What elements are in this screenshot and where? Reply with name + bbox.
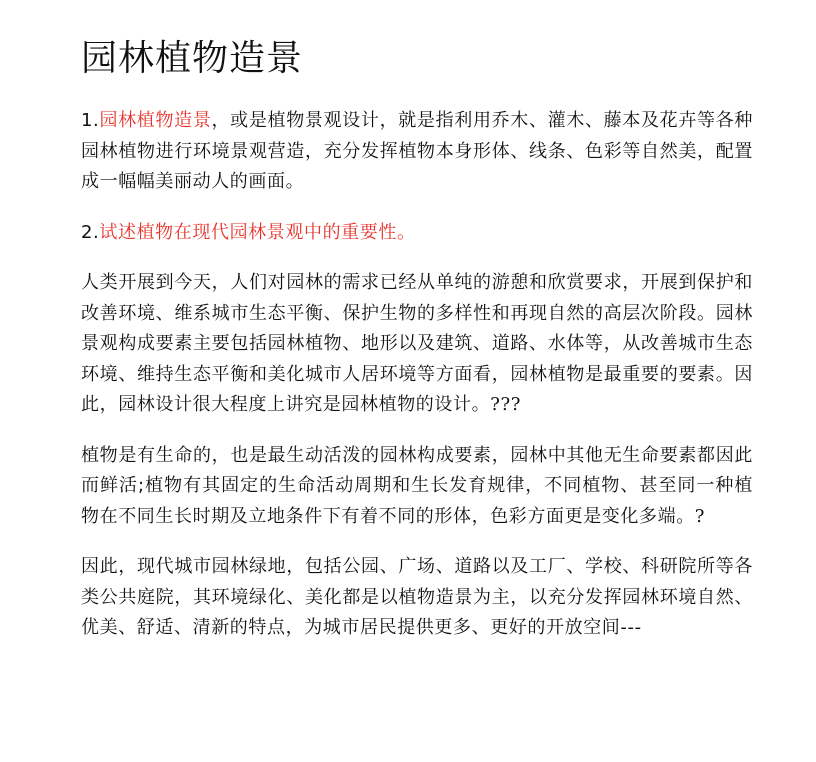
section-number: 1. bbox=[81, 110, 100, 131]
highlight-question: 试述植物在现代园林景观中的重要性。 bbox=[99, 221, 416, 243]
question-heading bbox=[81, 218, 753, 249]
paragraph-text: 因此，现代城市园林绿地，包括公园、广场、道路以及工厂、学校、科研院所等各类公共庭院，其环境绿化、美化都是以植物造景为主，以充分发挥园林环境自然、优美、舒适、清新的特点，为城市居民提供更多、更好的开放空间--- bbox=[81, 556, 753, 638]
paragraph-tail: ? bbox=[694, 505, 706, 527]
document-page bbox=[81, 0, 753, 644]
paragraph-text: 人类开展到今天，人们对园林的需求已经从单纯的游憩和欣赏要求，开展到保护和改善环境、维系城市生态平衡、保护生物的多样性和再现自然的高层次阶段。园林景观构成要素主要包括园林植物、地形以及建筑、道路、水体等，从改善城市生态环境、维持生态平衡和美化城市人居环境等方面看，园林植物是最重要的要素。因此，园林设计很大程度上讲究是园林植物的设计。 bbox=[81, 272, 753, 415]
paragraph-tail: ??? bbox=[490, 394, 521, 415]
page-title: 园林植物造景 bbox=[81, 38, 304, 79]
section-number: 2. bbox=[81, 221, 100, 243]
body-paragraph bbox=[81, 268, 753, 421]
body-paragraph bbox=[81, 441, 753, 533]
highlight-term: 园林植物造景 bbox=[99, 110, 212, 131]
paragraph-text: 植物是有生命的，也是最生动活泼的园林构成要素，园林中其他无生命要素都因此而鲜活;植物有其固定的生命活动周期和生长发育规律，不同植物、甚至同一种植物在不同生长时期及立地条件下有着不同的形体，色彩方面更是变化多端。 bbox=[81, 444, 753, 527]
body-paragraph bbox=[81, 552, 753, 644]
definition-paragraph bbox=[81, 106, 753, 198]
paragraph-text: ，或是植物景观设计，就是指利用乔木、灌木、藤本及花卉等各种园林植物进行环境景观营造，充分发挥植物本身形体、线条、色彩等自然美，配置成一幅幅美丽动人的画面。 bbox=[81, 110, 753, 192]
